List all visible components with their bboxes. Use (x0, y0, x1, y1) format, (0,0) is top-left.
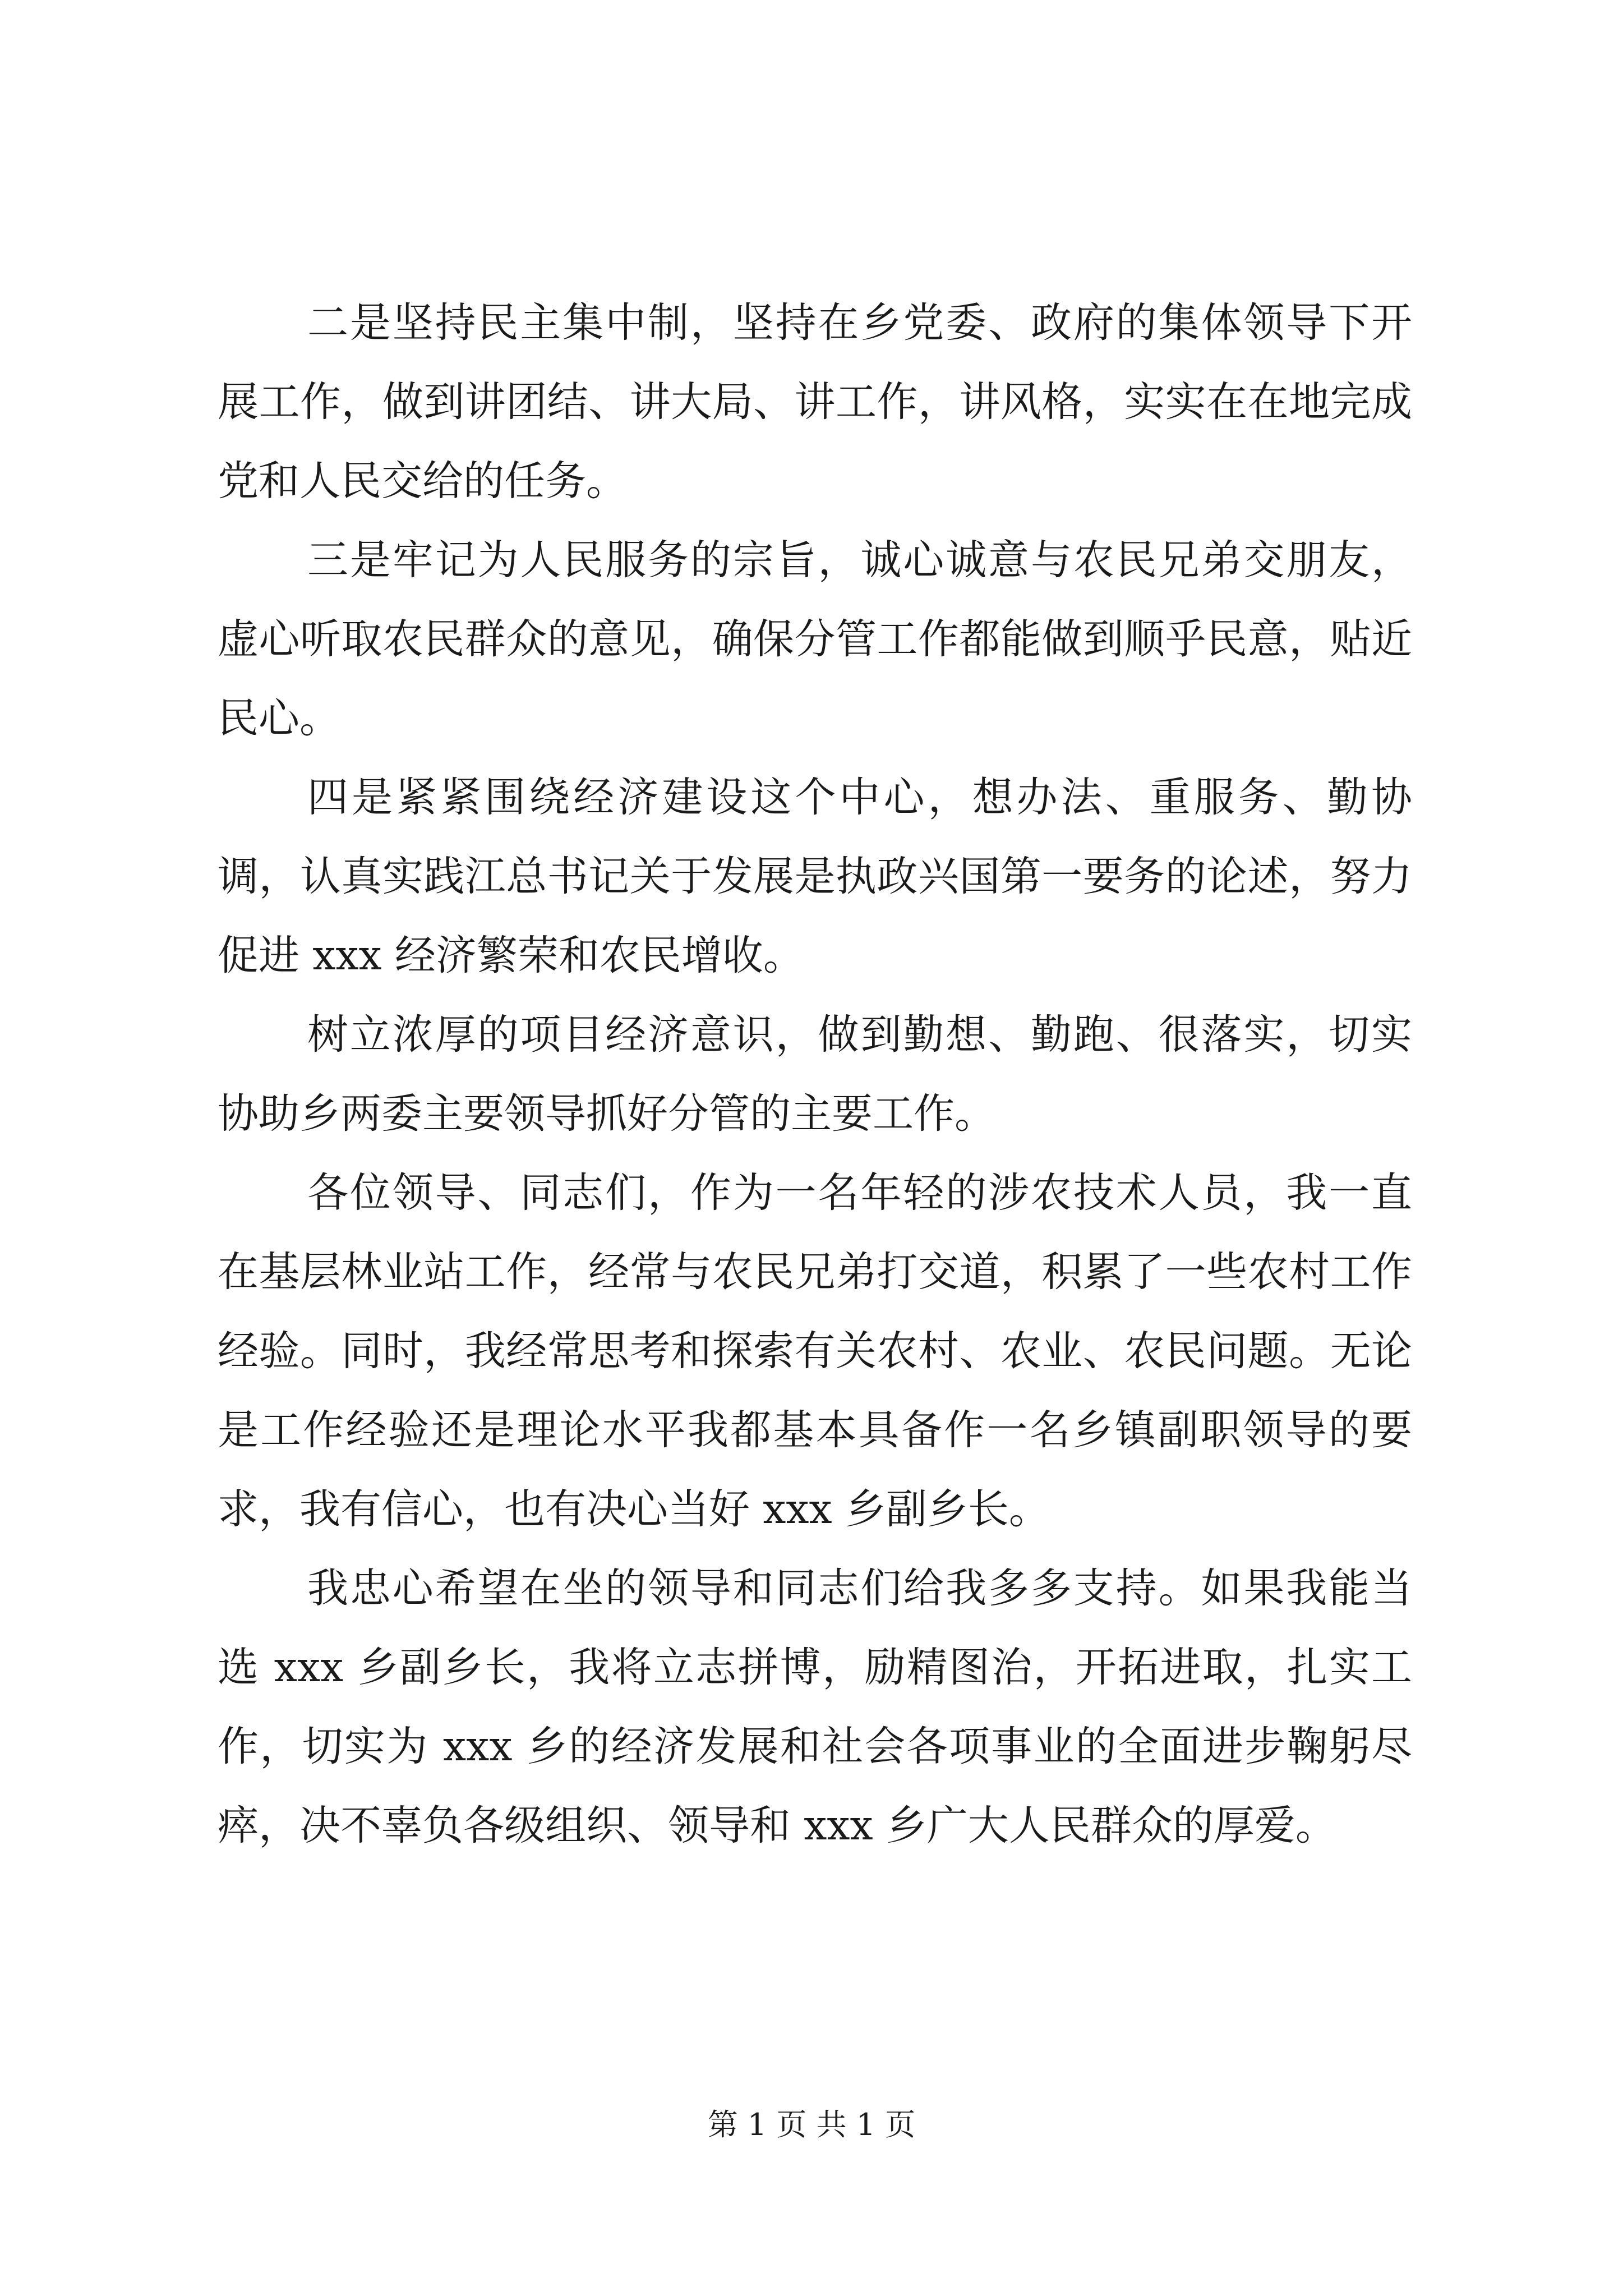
paragraph-6: 我忠心希望在坐的领导和同志们给我多多支持。如果我能当选 xxx 乡副乡长，我将立志拼博，励精图治，开拓进取，扎实工作，切实为 xxx 乡的经济发展和社会各项事业的全面进步鞠躬尽瘁，决不辜负各级组织、领导和 xxx 乡广大人民群众的厚爱。 (218, 1565, 1412, 1849)
paragraph-3: 四是紧紧围绕经济建设这个中心，想办法、重服务、勤协调，认真实践江总书记关于发展是执政兴国第一要务的论述，努力促进 xxx 经济繁荣和农民增收。 (218, 774, 1412, 979)
paragraph-5: 各位领导、同志们，作为一名年轻的涉农技术人员，我一直在基层林业站工作，经常与农民兄弟打交道，积累了一些农村工作经验。同时，我经常思考和探索有关农村、农业、农民问题。无论是工作经验还是理论水平我都基本具备作一名乡镇副职领导的要求，我有信心，也有决心当好 xxx 乡副乡长。 (218, 1169, 1412, 1533)
paragraph-1: 二是坚持民主集中制，坚持在乡党委、政府的集体领导下开展工作，做到讲团结、讲大局、讲工作，讲风格，实实在在地完成党和人民交给的任务。 (218, 299, 1412, 505)
paragraph-4: 树立浓厚的项目经济意识，做到勤想、勤跑、很落实，切实协助乡两委主要领导抓好分管的主要工作。 (218, 1011, 1412, 1138)
document-body (218, 283, 1412, 1865)
paragraph-2: 三是牢记为人民服务的宗旨，诚心诚意与农民兄弟交朋友，虚心听取农民群众的意见，确保分管工作都能做到顺乎民意，贴近民心。 (218, 536, 1412, 742)
page-footer: 第 1 页 共 1 页 (707, 2107, 916, 2142)
